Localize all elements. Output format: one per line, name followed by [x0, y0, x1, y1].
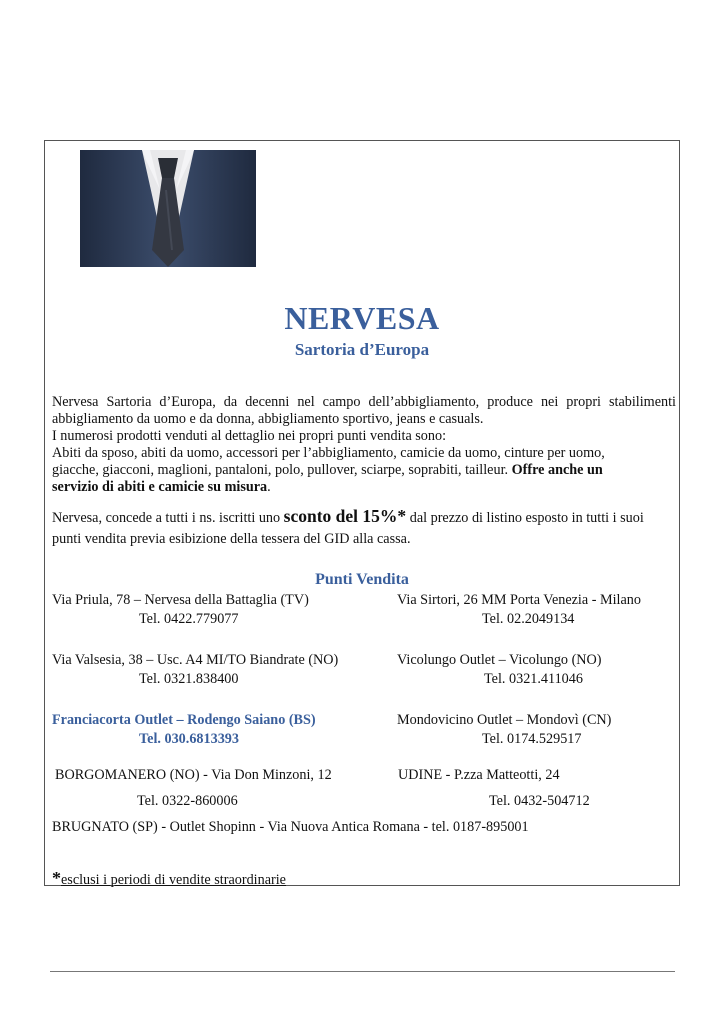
discount-text: dal prezzo di listino esposto in tutti i suoi [406, 510, 644, 526]
footnote-star: * [52, 868, 61, 888]
intro-paragraph [52, 394, 676, 496]
discount-text: Nervesa, concede a tutti i ns. iscritti uno [52, 510, 284, 526]
store-address: Mondovicino Outlet – Mondovì (CN) [397, 712, 612, 728]
store-phone: Tel. 0321.411046 [484, 671, 583, 687]
store-address: UDINE - P.zza Matteotti, 24 [398, 767, 560, 783]
intro-line: Abiti da sposo, abiti da uomo, accessori per l’abbigliamento, camicie da uomo, cinture per uomo, [52, 445, 605, 461]
suit-tie-photo [80, 150, 256, 267]
intro-line: Nervesa Sartoria d’Europa, da decenni nel campo dell’abbigliamento, produce nei propri stabilimenti [52, 394, 676, 410]
store-phone: Tel. 02.2049134 [482, 611, 575, 627]
store-address: Via Sirtori, 26 MM Porta Venezia - Milano [397, 592, 641, 608]
stores-heading: Punti Vendita [315, 571, 409, 588]
store-address: Via Priula, 78 – Nervesa della Battaglia (TV) [52, 592, 309, 608]
intro-line [52, 479, 676, 496]
store-address: Vicolungo Outlet – Vicolungo (NO) [397, 652, 602, 668]
store-phone: Tel. 0174.529517 [482, 731, 582, 747]
intro-text: giacche, giacconi, maglioni, pantaloni, polo, pullover, sciarpe, soprabiti, tailleur. [52, 462, 512, 478]
footnote [52, 868, 286, 889]
brand-title: NERVESA [284, 300, 440, 336]
store-phone: Tel. 0432-504712 [489, 793, 590, 809]
intro-text: . [267, 479, 271, 495]
store-phone: Tel. 0321.838400 [139, 671, 239, 687]
store-phone-highlight: Tel. 030.6813393 [139, 731, 239, 747]
store-address-highlight: Franciacorta Outlet – Rodengo Saiano (BS) [52, 712, 316, 728]
discount-highlight: sconto del 15%* [283, 506, 407, 526]
intro-line: I numerosi prodotti venduti al dettaglio nei propri punti vendita sono: [52, 428, 447, 444]
discount-line [52, 506, 676, 529]
intro-bold: servizio di abiti e camicie su misura [52, 479, 268, 495]
intro-bold: Offre anche un [511, 462, 603, 478]
page-divider [50, 971, 675, 972]
intro-line [52, 462, 676, 479]
store-phone: Tel. 0422.779077 [139, 611, 239, 627]
store-address: Via Valsesia, 38 – Usc. A4 MI/TO Biandrate (NO) [52, 652, 339, 668]
brand-tagline: Sartoria d’Europa [294, 340, 430, 359]
discount-line: punti vendita previa esibizione della tessera del GID alla cassa. [52, 531, 411, 547]
store-address: BORGOMANERO (NO) - Via Don Minzoni, 12 [55, 767, 332, 783]
store-address: BRUGNATO (SP) - Outlet Shopinn - Via Nuova Antica Romana - tel. 0187-895001 [52, 819, 529, 835]
discount-paragraph [52, 506, 676, 550]
intro-line: abbigliamento da uomo e da donna, abbigliamento sportivo, jeans e casuals. [52, 411, 484, 427]
footnote-text: esclusi i periodi di vendite straordinarie [61, 872, 286, 888]
store-phone: Tel. 0322-860006 [137, 793, 238, 809]
